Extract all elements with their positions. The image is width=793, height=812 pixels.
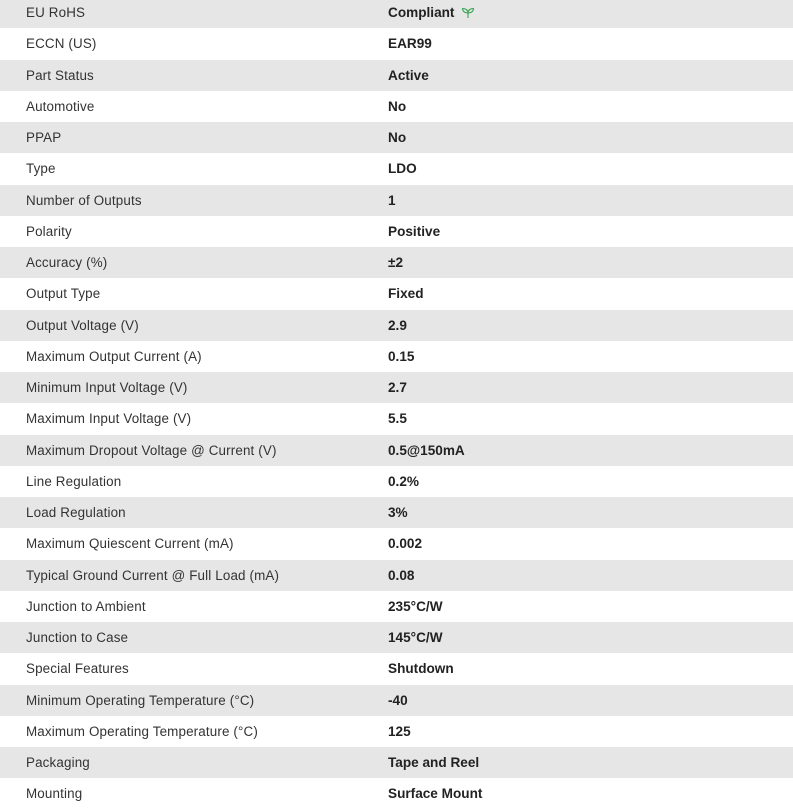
spec-label: Accuracy (%) bbox=[26, 255, 108, 271]
spec-label: Automotive bbox=[26, 98, 95, 114]
spec-row-automotive bbox=[0, 91, 793, 122]
spec-value: Active bbox=[388, 67, 429, 83]
spec-value: 235°C/W bbox=[388, 598, 443, 614]
spec-row-eccn bbox=[0, 28, 793, 59]
spec-row-packaging bbox=[0, 747, 793, 778]
spec-row-max-quiescent-current bbox=[0, 528, 793, 559]
spec-value: 0.2% bbox=[388, 473, 419, 489]
spec-label: Mounting bbox=[26, 786, 83, 802]
spec-row-min-input-voltage bbox=[0, 372, 793, 403]
spec-label: ECCN (US) bbox=[26, 36, 97, 52]
spec-label: Part Status bbox=[26, 67, 94, 83]
spec-row-eu-rohs bbox=[0, 0, 793, 28]
spec-row-output-voltage bbox=[0, 310, 793, 341]
spec-value: 3% bbox=[388, 505, 408, 521]
spec-row-max-dropout-voltage bbox=[0, 435, 793, 466]
spec-label: Maximum Dropout Voltage @ Current (V) bbox=[26, 442, 277, 458]
spec-value: 0.15 bbox=[388, 348, 415, 364]
spec-row-max-input-voltage bbox=[0, 403, 793, 434]
spec-row-output-type bbox=[0, 278, 793, 309]
spec-value: Tape and Reel bbox=[388, 755, 480, 771]
spec-label: Type bbox=[26, 161, 56, 177]
spec-label: Junction to Case bbox=[26, 630, 129, 646]
spec-value: 1 bbox=[388, 192, 396, 208]
spec-value: -40 bbox=[388, 692, 408, 708]
spec-value: EAR99 bbox=[388, 36, 432, 52]
spec-value: 125 bbox=[388, 723, 411, 739]
spec-label: Packaging bbox=[26, 755, 90, 771]
spec-row-junction-to-ambient bbox=[0, 591, 793, 622]
spec-value: 5.5 bbox=[388, 411, 407, 427]
spec-row-part-status bbox=[0, 60, 793, 91]
spec-value: 0.002 bbox=[388, 536, 423, 552]
spec-row-number-of-outputs bbox=[0, 185, 793, 216]
spec-row-accuracy bbox=[0, 247, 793, 278]
spec-label: Typical Ground Current @ Full Load (mA) bbox=[26, 567, 280, 583]
spec-label: Output Type bbox=[26, 286, 101, 302]
spec-label: EU RoHS bbox=[26, 5, 86, 21]
spec-value: Fixed bbox=[388, 286, 424, 302]
spec-row-line-regulation bbox=[0, 466, 793, 497]
spec-label: Line Regulation bbox=[26, 473, 122, 489]
leaf-icon bbox=[461, 7, 475, 19]
spec-label: Load Regulation bbox=[26, 505, 126, 521]
spec-row-max-output-current bbox=[0, 341, 793, 372]
spec-value: 0.08 bbox=[388, 567, 415, 583]
spec-row-load-regulation bbox=[0, 497, 793, 528]
spec-row-mounting bbox=[0, 778, 793, 809]
spec-value: 145°C/W bbox=[388, 630, 443, 646]
spec-label: PPAP bbox=[26, 130, 62, 146]
spec-label: Polarity bbox=[26, 223, 72, 239]
spec-value: 2.7 bbox=[388, 380, 407, 396]
spec-label: Maximum Quiescent Current (mA) bbox=[26, 536, 234, 552]
spec-label: Minimum Operating Temperature (°C) bbox=[26, 692, 255, 708]
spec-label: Maximum Output Current (A) bbox=[26, 348, 202, 364]
spec-row-max-operating-temp bbox=[0, 716, 793, 747]
spec-value-text: Compliant bbox=[388, 5, 455, 21]
spec-value: 2.9 bbox=[388, 317, 407, 333]
spec-row-special-features bbox=[0, 653, 793, 684]
spec-label: Maximum Operating Temperature (°C) bbox=[26, 723, 258, 739]
spec-value: No bbox=[388, 130, 407, 146]
spec-row-min-operating-temp bbox=[0, 685, 793, 716]
spec-row-type bbox=[0, 153, 793, 184]
spec-value: 0.5@150mA bbox=[388, 442, 465, 458]
spec-value bbox=[388, 5, 475, 20]
spec-row-junction-to-case bbox=[0, 622, 793, 653]
spec-row-ppap bbox=[0, 122, 793, 153]
spec-value: Shutdown bbox=[388, 661, 454, 677]
spec-label: Number of Outputs bbox=[26, 192, 142, 208]
spec-value: Positive bbox=[388, 223, 441, 239]
spec-label: Output Voltage (V) bbox=[26, 317, 139, 333]
spec-label: Maximum Input Voltage (V) bbox=[26, 411, 192, 427]
spec-label: Special Features bbox=[26, 661, 129, 677]
spec-value: ±2 bbox=[388, 255, 404, 271]
spec-label: Junction to Ambient bbox=[26, 598, 146, 614]
spec-label: Minimum Input Voltage (V) bbox=[26, 380, 188, 396]
spec-value: Surface Mount bbox=[388, 786, 483, 802]
spec-value: No bbox=[388, 98, 407, 114]
spec-value: LDO bbox=[388, 161, 417, 177]
spec-row-polarity bbox=[0, 216, 793, 247]
spec-row-typ-ground-current bbox=[0, 560, 793, 591]
